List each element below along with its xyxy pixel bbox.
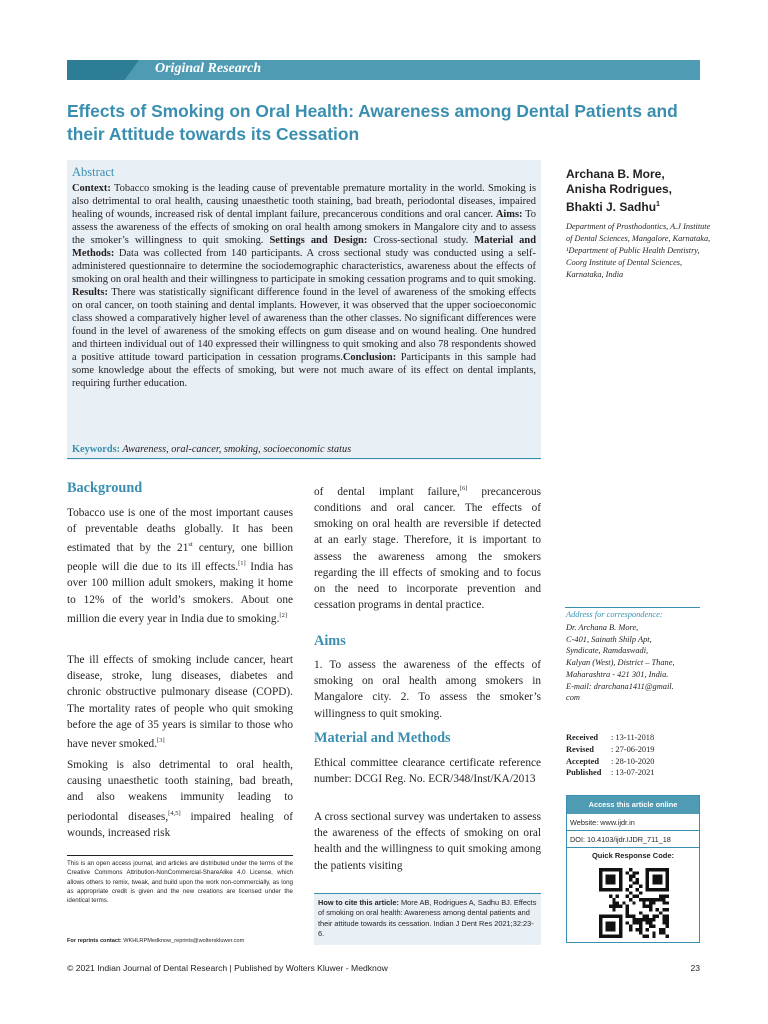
address-line: com: [566, 693, 580, 703]
date-value: : 13-07-2021: [611, 768, 655, 778]
address-line: C-401, Sainath Shilp Apt,: [566, 634, 652, 644]
background-p3: [67, 757, 293, 841]
background-p1-c: India has over 100 million adult smokers, making it home to 12% of the world’s smokers. About one million die every year in India due to smoking.: [67, 561, 293, 625]
abstract-heading: Abstract: [72, 165, 115, 179]
background-col2-a: of dental implant failure,: [314, 485, 460, 498]
reprints-note: [67, 938, 297, 944]
aims-label: Aims:: [495, 209, 523, 221]
page-footer: [67, 963, 700, 973]
settings-text: Cross-sectional study.: [367, 235, 475, 247]
affiliation: Department of Prosthodontics, A.J Institute of Dental Sciences, Mangalore, Karnataka, ¹Department of Public Health Dentistry, Coorg Institute of Dental Sciences, Karnataka, India: [566, 222, 711, 279]
reprints-email: WKHLRPMedknow_reprints@wolterskluwer.com: [121, 938, 245, 944]
doi-link[interactable]: DOI: 10.4103/ijdr.IJDR_711_18: [567, 831, 699, 848]
abstract-text: [72, 182, 536, 391]
date-label: Published: [566, 768, 602, 778]
page-number: 23: [690, 963, 700, 973]
background-p3-b: impaired healing of wounds, increased risk: [67, 810, 293, 839]
background-p3-text: Smoking is also detrimental to oral health, causing unaesthetic tooth staining, bad breath, and also weakens immunity leading to periodontal diseases,: [67, 759, 293, 823]
correspondence-address: [566, 622, 706, 704]
results-text: There was statistically significant difference found in the level of awareness of the smoking effects on oral cancer, on tooth staining and dental implants. However, it was observed that the upper socioeconomic class showed a comparatively higher level of awareness than the other classes. No significant differences were found in the level of awareness of the smoking effects on gum disease and on wound healing. One hundred and thirteen individual out of 140 expressed their willingness to quit smoking and also 78 respondents showed a positive attitude toward participation in cessation programs.: [72, 287, 536, 364]
date-row: [566, 767, 655, 779]
abstract-box: [67, 160, 541, 460]
date-row: [566, 732, 655, 744]
correspondence-divider: [565, 607, 700, 608]
correspondence-heading: Address for correspondence:: [566, 610, 663, 619]
article-dates: [566, 732, 655, 779]
website-link[interactable]: Website: www.ijdr.in: [567, 814, 699, 831]
access-heading: Access this article online: [567, 796, 699, 814]
context-label: Context:: [72, 183, 111, 194]
methods-p2: A cross sectional survey was undertaken to assess the awareness of the effects of smoking on oral health and the willingness to quit smoking among the patients visiting: [314, 811, 541, 872]
reprints-label: For reprints contact:: [67, 938, 122, 944]
date-label: Accepted: [566, 756, 600, 766]
address-line: Syndicate, Ramdaswadi,: [566, 646, 649, 656]
citation-ref: [1]: [238, 560, 246, 568]
conclusion-label: Conclusion:: [342, 352, 397, 364]
aims-heading: Aims: [314, 633, 346, 649]
ordinal-sup: st: [188, 541, 193, 549]
author-2: Anisha Rodrigues,: [566, 182, 673, 196]
author-3-sup: 1: [656, 201, 660, 208]
author-1: Archana B. More,: [566, 167, 665, 181]
citation-box: [314, 893, 541, 945]
date-row: [566, 756, 655, 768]
background-p1-a: Tobacco use is one of the most important causes of preventable deaths globally. It has been estimated that by the 21: [67, 507, 293, 555]
citation-ref: [6]: [459, 485, 468, 492]
cite-label: How to cite this article:: [318, 898, 399, 907]
citation-ref: [4,5]: [168, 809, 181, 817]
date-label: Received: [566, 733, 599, 742]
methods-p1: Ethical committee clearance certificate reference number: DCGI Reg. No. ECR/348/Inst/KA/2013: [314, 757, 541, 786]
date-row: [566, 744, 655, 756]
keywords: [72, 444, 351, 455]
background-continued: [314, 481, 541, 613]
keywords-divider: [67, 458, 541, 459]
banner-label: Original Research: [155, 61, 262, 76]
author-3: [566, 197, 716, 215]
background-p1-b: century, one billion people will die due to its ill effects.: [67, 542, 294, 574]
methods-heading: Material and Methods: [314, 730, 451, 746]
address-line: Kalyan (West), District – Thane,: [566, 658, 675, 668]
context-text: Tobacco smoking is the leading cause of preventable premature mortality in the world. Smoking is also detrimental to oral health, causing unaesthetic tooth staining, bad breath, periodontal diseases, impaired healing of wounds, increased risk of dental implant failure, precancerous conditions and oral cancer.: [72, 183, 536, 221]
background-p2: [67, 652, 293, 752]
methods-text: Data was collected from 140 participants. A cross sectional study was conducted using a self-administered questionnaire to determine the sociodemographic characteristics, awareness about the effects of smoking on oral health and their willingness to participate in smoking cessation programs and to quit smoking.: [72, 248, 536, 286]
date-value: : 13-11-2018: [611, 733, 655, 742]
date-value: : 28-10-2020: [611, 756, 655, 766]
results-label: Results:: [72, 287, 108, 299]
authors: [566, 167, 716, 215]
aims-text: To assess the awareness of the effects of smoking on oral health among smokers in Mangalore city and to assess the smoker’s willingness to quit smoking.: [72, 209, 536, 247]
background-p2-text: The ill effects of smoking include cancer, heart disease, stroke, lung diseases, diabetes and chronic obstructive pulmonary disease (COPD). The mortality rates of people who quit smoking before the age of 35 years is similar to those who have never smoked.: [67, 654, 293, 750]
citation-ref: [2]: [279, 611, 287, 619]
article-title: Effects of Smoking on Oral Health: Awareness among Dental Patients and their Attitude towards its Cessation: [67, 101, 678, 144]
citation-ref: [3]: [157, 737, 165, 745]
address-line: Maharashtra - 421 301, India.: [566, 669, 669, 679]
methods-label: Material and Methods:: [72, 235, 536, 260]
keywords-label: Keywords:: [72, 444, 121, 455]
background-p1: [67, 505, 293, 627]
aims-body: 1. To assess the awareness of the effects of smoking on oral health among smokers in Mangalore city. 2. To assess the smoker’s willingness to quit smoking.: [314, 659, 541, 720]
background-heading: Background: [67, 480, 143, 496]
license-note: This is an open access journal, and articles are distributed under the terms of the Creative Commons Attribution-NonCommercial-ShareAlike 4.0 License, which allows others to remix, tweak, and build upon the work non-commercially, as long as appropriate credit is given and the new creations are licensed under the identical terms.: [67, 855, 293, 905]
address-line: E-mail: drarchana1411@gmail.: [566, 681, 674, 691]
settings-label: Settings and Design:: [269, 235, 368, 247]
conclusion-text: Participants in this sample had some knowledge about the effects of smoking, but were not much aware of its effect on dental implants, requiring further education.: [72, 352, 536, 390]
banner-accent: [67, 60, 139, 80]
qr-label: Quick Response Code:: [591, 851, 675, 860]
date-label: Revised: [566, 744, 594, 754]
address-line: Dr. Archana B. More,: [566, 623, 639, 632]
background-col2-b: precancerous conditions and oral cancer. The effects of smoking on oral health are reversible if detected at an early stage. Therefore, it is important to assess the awareness among the smokers regarding the ill effects of smoking and to focus on the need to incorporate prevention and cessation programs in dental practice.: [314, 485, 541, 612]
section-banner: [67, 60, 700, 80]
author-3-name: Bhakti J. Sadhu: [566, 200, 657, 214]
qr-code-icon[interactable]: [599, 868, 669, 938]
keywords-text: Awareness, oral-cancer, smoking, socioeconomic status: [120, 444, 352, 455]
cite-text: More AB, Rodrigues A, Sadhu BJ. Effects of smoking on oral health: Awareness among dental patients and their attitude towards its cessation. Indian J Dent Res 2021;32:23-6.: [318, 898, 537, 939]
date-value: : 27-06-2019: [611, 744, 655, 754]
access-online-box: [566, 795, 700, 943]
footer-text: © 2021 Indian Journal of Dental Research | Published by Wolters Kluwer - Medknow: [67, 963, 388, 973]
